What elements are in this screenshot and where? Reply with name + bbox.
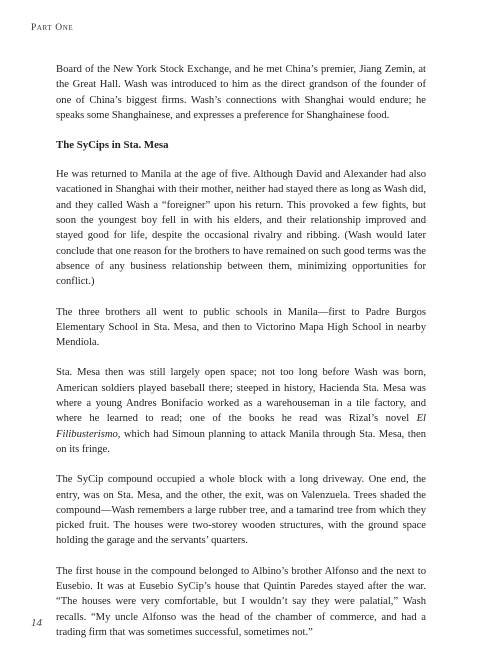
paragraph-6: The first house in the compound belonged to Albino’s brother Alfonso and the next to Eusebio. It was at Eusebio SyCip’s house that Quintin Paredes stayed after the war. “The houses were very comfortable, but I wouldn’t say they were palatial,” Wash recalls. “My uncle Alfonso was the head of the chamber of commerce, and had a trading firm that was sometimes successful, sometimes not.”	[56, 565, 426, 638]
paragraph-5: The SyCip compound occupied a whole block with a long driveway. One end, the entry, was on Sta. Mesa, and the other, the exit, was on Valenzuela. Trees shaded the compound—Wash remembers a large rubber tree, and a tamarind tree from which they picked fruit. The houses were two-storey wooden structures, with the ground space holding the garage and the servants’ quarters.	[56, 474, 426, 547]
book-title-italic: El Filibusterismo,	[56, 413, 426, 440]
paragraph-4-text-b: which had Simoun planning to attack Manila through Sta. Mesa, then on its fringe.	[56, 428, 426, 455]
section-heading: The SyCips in Sta. Mesa	[56, 139, 169, 152]
page-number: 14	[31, 617, 42, 629]
paragraph-1: Board of the New York Stock Exchange, and he met China’s premier, Jiang Zemin, at the Great Hall. Wash was introduced to him as the direct grandson of the founder of one of China’s biggest firms. Wash’s connections with Shanghai would endure; he speaks some Shanghainese, and expresses a preference for Shanghainese food.	[56, 64, 426, 121]
body-text	[56, 62, 426, 655]
paragraph-3: The three brothers all went to public schools in Manila—first to Padre Burgos Elementary School in Sta. Mesa, and then to Victorino Mapa High School in nearby Mendiola.	[56, 306, 426, 349]
running-header: Part One	[31, 23, 74, 33]
paragraph-4-text-a: Sta. Mesa then was still largely open space; not too long before Wash was born, American soldiers played baseball there; steeped in history, Hacienda Sta. Mesa was where a young Andres Bonifacio worked as a warehouseman in a tile factory, and where he learned to read; one of the books he read was Rizal’s novel	[56, 367, 426, 425]
paragraph-2: He was returned to Manila at the age of five. Although David and Alexander had also vacationed in Shanghai with their mother, neither had stayed there as long as Wash did, and they called Wash a “foreigner” upon his return. This provoked a few fights, but soon the youngest boy fell in with his elders, and their relationship improved and stayed good for life, despite the occasional rivalry and ribbing. (Wash would later conclude that one reason for the brothers to have remained on such good terms was the absence of any business relationship between them, minimizing opportunities for conflict.)	[56, 169, 426, 288]
paragraph-4	[56, 365, 426, 457]
